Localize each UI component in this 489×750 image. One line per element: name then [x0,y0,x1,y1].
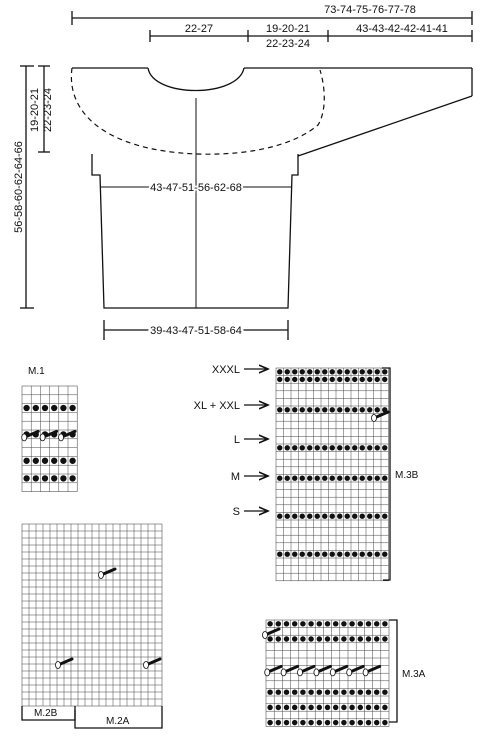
purl-stitch-symbol [285,514,290,519]
purl-stitch-symbol [382,445,387,450]
purl-stitch-symbol [284,689,289,694]
purl-stitch-symbol [292,689,297,694]
purl-stitch-symbol [374,689,379,694]
purl-stitch-symbol [352,552,357,557]
purl-stitch-symbol [325,621,330,626]
purl-stitch-symbol [42,458,48,464]
purl-stitch-symbol [300,476,305,481]
purl-stitch-symbol [307,552,312,557]
purl-stitch-symbol [276,720,281,725]
purl-stitch-symbol [315,377,320,382]
purl-stitch-symbol [277,445,282,450]
purl-stitch-symbol [322,369,327,374]
purl-stitch-symbol [292,407,297,412]
purl-stitch-symbol [352,407,357,412]
purl-stitch-symbol [33,475,39,481]
purl-stitch-symbol [382,514,387,519]
purl-stitch-symbol [267,705,272,710]
chart-m3a-bracket [389,620,397,722]
purl-stitch-symbol [345,552,350,557]
purl-stitch-symbol [349,689,354,694]
purl-stitch-symbol [330,369,335,374]
purl-stitch-symbol [375,377,380,382]
purl-stitch-symbol [277,369,282,374]
shoulder-width-label-a: 19-20-21 [265,23,311,35]
purl-stitch-symbol [375,514,380,519]
purl-stitch-symbol [382,636,387,641]
purl-stitch-symbol [308,689,313,694]
purl-stitch-symbol [345,407,350,412]
purl-stitch-symbol [375,407,380,412]
cable-symbol-end [59,434,64,441]
purl-stitch-symbol [277,407,282,412]
purl-stitch-symbol [276,689,281,694]
purl-stitch-symbol [333,621,338,626]
cable-symbol-end [363,669,368,676]
purl-stitch-symbol [367,377,372,382]
purl-stitch-symbol [277,552,282,557]
purl-stitch-symbol [349,621,354,626]
size-marker-label: XL + XXL [193,400,240,412]
purl-stitch-symbol [322,514,327,519]
purl-stitch-symbol [300,636,305,641]
sleeve-length-label: 43-43-42-42-41-41 [356,23,448,35]
purl-stitch-symbol [358,636,363,641]
purl-stitch-symbol [307,407,312,412]
purl-stitch-symbol [337,377,342,382]
purl-stitch-symbol [349,705,354,710]
purl-stitch-symbol [341,621,346,626]
purl-stitch-symbol [317,621,322,626]
purl-stitch-symbol [330,514,335,519]
chest-width-label: 43-47-51-56-62-68 [150,182,242,194]
purl-stitch-symbol [349,636,354,641]
cable-symbol-end [330,669,335,676]
purl-stitch-symbol [382,552,387,557]
purl-stitch-symbol [382,476,387,481]
chart-m3b-label: M.3B [395,470,419,481]
purl-stitch-symbol [51,405,57,411]
purl-stitch-symbol [322,377,327,382]
purl-stitch-symbol [285,407,290,412]
size-marker-label: XXXL [211,364,240,376]
purl-stitch-symbol [322,552,327,557]
purl-stitch-symbol [60,475,66,481]
purl-stitch-symbol [367,476,372,481]
body-length-label: 56-58-60-62-64-66 [13,141,25,233]
purl-stitch-symbol [337,552,342,557]
purl-stitch-symbol [292,369,297,374]
purl-stitch-symbol [345,445,350,450]
purl-stitch-symbol [292,705,297,710]
chart-m2b-label: M.2B [34,708,58,719]
purl-stitch-symbol [308,720,313,725]
purl-stitch-symbol [315,476,320,481]
purl-stitch-symbol [300,377,305,382]
purl-stitch-symbol [300,514,305,519]
purl-stitch-symbol [267,720,272,725]
purl-stitch-symbol [360,552,365,557]
purl-stitch-symbol [382,369,387,374]
purl-stitch-symbol [284,705,289,710]
cable-symbol-end [347,669,352,676]
purl-stitch-symbol [330,445,335,450]
yoke-depth-label-a: 19-20-21 [29,87,41,133]
purl-stitch-symbol [317,636,322,641]
purl-stitch-symbol [382,621,387,626]
purl-stitch-symbol [358,705,363,710]
size-marker-label: M [230,471,240,483]
chart-m2-grid [22,524,162,706]
purl-stitch-symbol [315,445,320,450]
purl-stitch-symbol [292,445,297,450]
purl-stitch-symbol [366,636,371,641]
purl-stitch-symbol [267,636,272,641]
purl-stitch-symbol [308,636,313,641]
purl-stitch-symbol [360,476,365,481]
purl-stitch-symbol [292,377,297,382]
purl-stitch-symbol [352,369,357,374]
cable-symbol-end [265,669,270,676]
purl-stitch-symbol [330,377,335,382]
chart-m2a-label: M.2A [106,716,130,727]
purl-stitch-symbol [345,369,350,374]
purl-stitch-symbol [308,621,313,626]
purl-stitch-symbol [366,705,371,710]
purl-stitch-symbol [51,475,57,481]
purl-stitch-symbol [308,705,313,710]
purl-stitch-symbol [367,552,372,557]
purl-stitch-symbol [358,689,363,694]
chart-m1-label: M.1 [28,366,45,377]
purl-stitch-symbol [325,636,330,641]
purl-stitch-symbol [60,458,66,464]
purl-stitch-symbol [322,407,327,412]
purl-stitch-symbol [341,705,346,710]
purl-stitch-symbol [300,689,305,694]
purl-stitch-symbol [69,458,75,464]
cable-symbol-end [40,434,45,441]
cable-symbol-end [99,572,104,579]
purl-stitch-symbol [300,407,305,412]
purl-stitch-symbol [367,445,372,450]
purl-stitch-symbol [358,621,363,626]
chart-m3b-grid [276,368,389,581]
chart-m3a-label: M.3A [402,669,426,680]
shoulder-width-label-b: 22-23-24 [265,38,311,50]
purl-stitch-symbol [322,445,327,450]
purl-stitch-symbol [284,636,289,641]
purl-stitch-symbol [317,705,322,710]
purl-stitch-symbol [307,514,312,519]
purl-stitch-symbol [341,636,346,641]
yoke-depth-label-b: 22-23-24 [42,87,54,133]
neckline [148,68,244,91]
purl-stitch-symbol [352,514,357,519]
purl-stitch-symbol [285,377,290,382]
cable-symbol-end [56,662,61,669]
purl-stitch-symbol [317,720,322,725]
purl-stitch-symbol [292,514,297,519]
neck-width-label: 22-27 [184,23,214,35]
purl-stitch-symbol [60,405,66,411]
purl-stitch-symbol [315,552,320,557]
purl-stitch-symbol [366,720,371,725]
purl-stitch-symbol [345,514,350,519]
purl-stitch-symbol [69,405,75,411]
purl-stitch-symbol [277,476,282,481]
purl-stitch-symbol [375,369,380,374]
purl-stitch-symbol [292,636,297,641]
purl-stitch-symbol [315,369,320,374]
purl-stitch-symbol [292,720,297,725]
purl-stitch-symbol [325,720,330,725]
purl-stitch-symbol [367,407,372,412]
purl-stitch-symbol [42,475,48,481]
yoke-outline [71,68,324,154]
purl-stitch-symbol [285,445,290,450]
purl-stitch-symbol [23,475,29,481]
size-marker-label: S [232,506,240,518]
cable-symbol-end [298,669,303,676]
purl-stitch-symbol [375,476,380,481]
purl-stitch-symbol [366,621,371,626]
purl-stitch-symbol [284,621,289,626]
purl-stitch-symbol [300,445,305,450]
purl-stitch-symbol [315,514,320,519]
purl-stitch-symbol [374,705,379,710]
purl-stitch-symbol [337,445,342,450]
chart-m3a-grid [263,620,390,726]
purl-stitch-symbol [307,476,312,481]
purl-stitch-symbol [300,705,305,710]
purl-stitch-symbol [325,689,330,694]
cable-symbol-end [281,669,286,676]
purl-stitch-symbol [300,720,305,725]
purl-stitch-symbol [352,377,357,382]
purl-stitch-symbol [307,377,312,382]
purl-stitch-symbol [322,476,327,481]
purl-stitch-symbol [337,407,342,412]
purl-stitch-symbol [367,514,372,519]
purl-stitch-symbol [360,377,365,382]
purl-stitch-symbol [330,476,335,481]
purl-stitch-symbol [330,407,335,412]
size-markers [194,364,268,518]
purl-stitch-symbol [333,689,338,694]
purl-stitch-symbol [267,621,272,626]
size-marker-label: L [233,434,240,446]
purl-stitch-symbol [375,445,380,450]
purl-stitch-symbol [276,636,281,641]
purl-stitch-symbol [277,514,282,519]
purl-stitch-symbol [307,445,312,450]
purl-stitch-symbol [360,445,365,450]
purl-stitch-symbol [345,476,350,481]
purl-stitch-symbol [276,705,281,710]
cable-symbol-end [372,415,377,422]
total-width-label: 73-74-75-76-77-78 [324,4,416,16]
purl-stitch-symbol [382,689,387,694]
purl-stitch-symbol [341,720,346,725]
purl-stitch-symbol [337,514,342,519]
purl-stitch-symbol [315,407,320,412]
purl-stitch-symbol [374,621,379,626]
purl-stitch-symbol [333,720,338,725]
cable-symbol-end [144,662,149,669]
purl-stitch-symbol [292,552,297,557]
purl-stitch-symbol [374,636,379,641]
purl-stitch-symbol [349,720,354,725]
purl-stitch-symbol [300,369,305,374]
sweater-schematic [71,68,472,308]
purl-stitch-symbol [23,458,29,464]
purl-stitch-symbol [277,377,282,382]
purl-stitch-symbol [317,689,322,694]
purl-stitch-symbol [300,552,305,557]
purl-stitch-symbol [341,689,346,694]
purl-stitch-symbol [42,405,48,411]
purl-stitch-symbol [330,552,335,557]
purl-stitch-symbol [33,405,39,411]
purl-stitch-symbol [285,552,290,557]
purl-stitch-symbol [292,476,297,481]
purl-stitch-symbol [345,377,350,382]
purl-stitch-symbol [276,621,281,626]
purl-stitch-symbol [285,369,290,374]
purl-stitch-symbol [360,407,365,412]
purl-stitch-symbol [292,621,297,626]
purl-stitch-symbol [358,720,363,725]
purl-stitch-symbol [375,552,380,557]
purl-stitch-symbol [337,476,342,481]
purl-stitch-symbol [51,458,57,464]
purl-stitch-symbol [69,475,75,481]
purl-stitch-symbol [300,621,305,626]
purl-stitch-symbol [360,369,365,374]
purl-stitch-symbol [284,720,289,725]
purl-stitch-symbol [285,476,290,481]
hem-width-label: 39-43-47-51-58-64 [150,325,242,337]
cable-symbol-end [22,434,27,441]
purl-stitch-symbol [333,636,338,641]
purl-stitch-symbol [325,705,330,710]
purl-stitch-symbol [352,445,357,450]
purl-stitch-symbol [337,369,342,374]
purl-stitch-symbol [352,476,357,481]
purl-stitch-symbol [33,458,39,464]
purl-stitch-symbol [367,369,372,374]
purl-stitch-symbol [267,689,272,694]
cable-symbol-end [314,669,319,676]
purl-stitch-symbol [360,514,365,519]
purl-stitch-symbol [23,405,29,411]
cable-symbol-end [263,632,268,639]
purl-stitch-symbol [382,720,387,725]
purl-stitch-symbol [366,689,371,694]
chart-m1-grid [22,386,77,492]
purl-stitch-symbol [382,705,387,710]
purl-stitch-symbol [307,369,312,374]
purl-stitch-symbol [382,377,387,382]
purl-stitch-symbol [374,720,379,725]
purl-stitch-symbol [333,705,338,710]
